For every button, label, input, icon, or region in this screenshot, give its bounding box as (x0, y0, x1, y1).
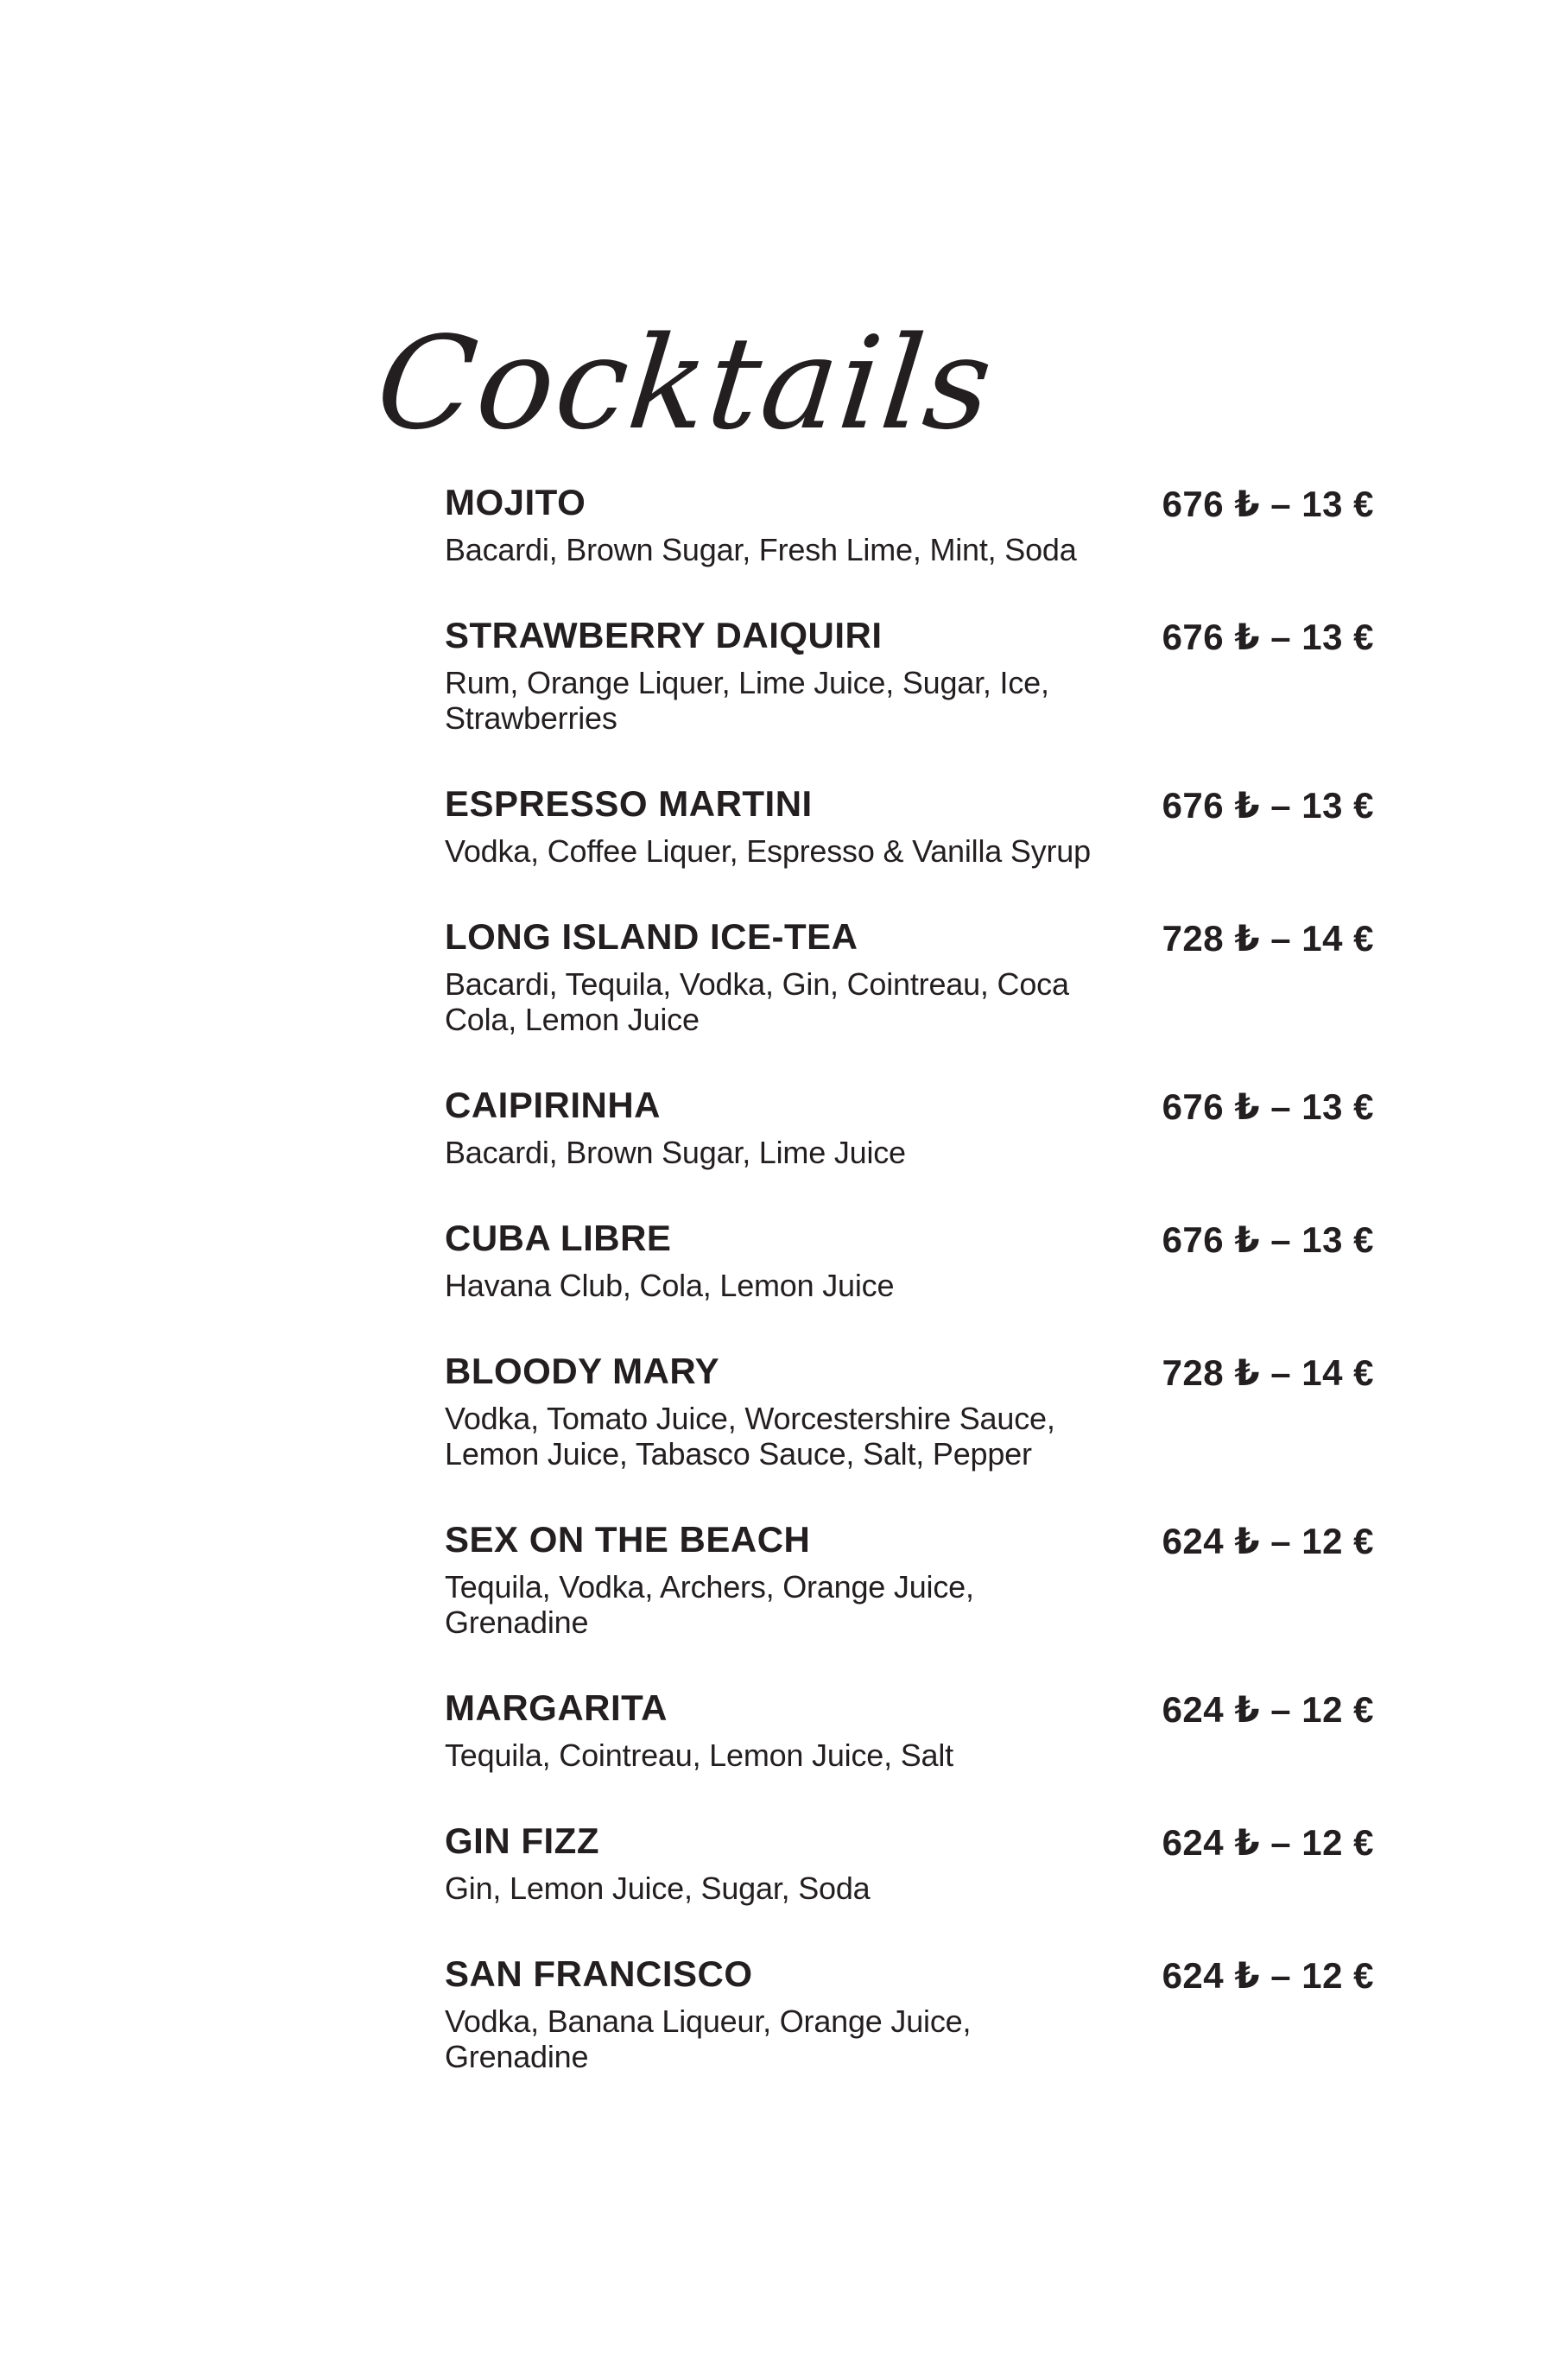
menu-item-info (445, 1689, 953, 1773)
menu-item-info (445, 918, 1069, 1037)
menu-item (445, 1352, 1374, 1472)
menu-item-info (445, 785, 1091, 869)
item-description-line: Vodka, Coffee Liquer, Espresso & Vanilla Syrup (445, 833, 1091, 869)
item-description (445, 1268, 894, 1303)
item-description (445, 966, 1069, 1037)
item-price: 624 ₺ – 12 € (1162, 1689, 1374, 1730)
item-description (445, 2003, 971, 2074)
menu-item (445, 1955, 1374, 2074)
item-description-line: Rum, Orange Liquer, Lime Juice, Sugar, Ice, (445, 665, 1049, 700)
menu-item-info (445, 1086, 906, 1170)
item-name: SAN FRANCISCO (445, 1953, 753, 1994)
item-name: CAIPIRINHA (445, 1085, 662, 1125)
item-price: 676 ₺ – 13 € (1162, 617, 1374, 657)
item-description (445, 1401, 1055, 1472)
item-description (445, 1870, 871, 1906)
menu-item (445, 1521, 1374, 1640)
item-description-line: Bacardi, Tequila, Vodka, Gin, Cointreau, Coca (445, 966, 1069, 1002)
item-name: MARGARITA (445, 1687, 668, 1728)
item-description-line: Grenadine (445, 1605, 589, 1640)
menu-item-info (445, 617, 1049, 736)
item-description-line: Tequila, Cointreau, Lemon Juice, Salt (445, 1738, 953, 1773)
menu-item (445, 1219, 1374, 1303)
item-name: LONG ISLAND ICE-TEA (445, 916, 858, 957)
item-description-line: Havana Club, Cola, Lemon Juice (445, 1268, 895, 1303)
item-description (445, 665, 1049, 736)
item-price: 676 ₺ – 13 € (1162, 785, 1374, 826)
item-name: SEX ON THE BEACH (445, 1519, 811, 1560)
item-description-line: Lemon Juice, Tabasco Sauce, Salt, Pepper (445, 1436, 1032, 1472)
menu-item-info (445, 1219, 894, 1303)
item-description-line: Grenadine (445, 2039, 589, 2074)
menu-header (370, 309, 1374, 458)
item-description (445, 1738, 953, 1773)
item-description-line: Strawberries (445, 700, 617, 736)
menu-item-info (445, 1521, 974, 1640)
menu-item (445, 785, 1374, 869)
item-description (445, 1569, 974, 1640)
item-price: 624 ₺ – 12 € (1162, 1521, 1374, 1561)
item-price: 676 ₺ – 13 € (1162, 1219, 1374, 1260)
menu-item (445, 1689, 1374, 1773)
menu-item (445, 1086, 1374, 1170)
item-description-line: Tequila, Vodka, Archers, Orange Juice, (445, 1569, 974, 1605)
cocktail-list (445, 484, 1374, 2074)
menu-item (445, 617, 1374, 736)
menu-item (445, 1822, 1374, 1906)
menu-item (445, 918, 1374, 1037)
menu-item-info (445, 484, 1077, 567)
item-name: MOJITO (445, 482, 586, 522)
item-description-line: Vodka, Tomato Juice, Worcestershire Sauce, (445, 1401, 1055, 1436)
menu-item-info (445, 1822, 871, 1906)
menu-item-info (445, 1955, 971, 2074)
item-description-line: Bacardi, Brown Sugar, Lime Juice (445, 1135, 906, 1170)
item-name: CUBA LIBRE (445, 1218, 672, 1258)
item-description-line: Cola, Lemon Juice (445, 1002, 700, 1037)
item-description-line: Bacardi, Brown Sugar, Fresh Lime, Mint, Soda (445, 532, 1077, 567)
item-name: STRAWBERRY DAIQUIRI (445, 615, 883, 655)
item-description-line: Gin, Lemon Juice, Sugar, Soda (445, 1870, 871, 1906)
item-price: 728 ₺ – 14 € (1162, 1352, 1374, 1393)
menu-item-info (445, 1352, 1055, 1472)
item-description (445, 532, 1077, 567)
item-name: GIN FIZZ (445, 1820, 599, 1861)
item-description (445, 833, 1091, 869)
item-price: 728 ₺ – 14 € (1162, 918, 1374, 959)
item-name: ESPRESSO MARTINI (445, 783, 813, 824)
item-description (445, 1135, 906, 1170)
item-price: 676 ₺ – 13 € (1162, 484, 1374, 524)
item-description-line: Vodka, Banana Liqueur, Orange Juice, (445, 2003, 972, 2039)
item-price: 624 ₺ – 12 € (1162, 1822, 1374, 1863)
menu-item (445, 484, 1374, 567)
item-name: BLOODY MARY (445, 1351, 720, 1391)
section-title: Cocktails (370, 309, 1001, 458)
item-price: 624 ₺ – 12 € (1162, 1955, 1374, 1996)
item-price: 676 ₺ – 13 € (1162, 1086, 1374, 1127)
